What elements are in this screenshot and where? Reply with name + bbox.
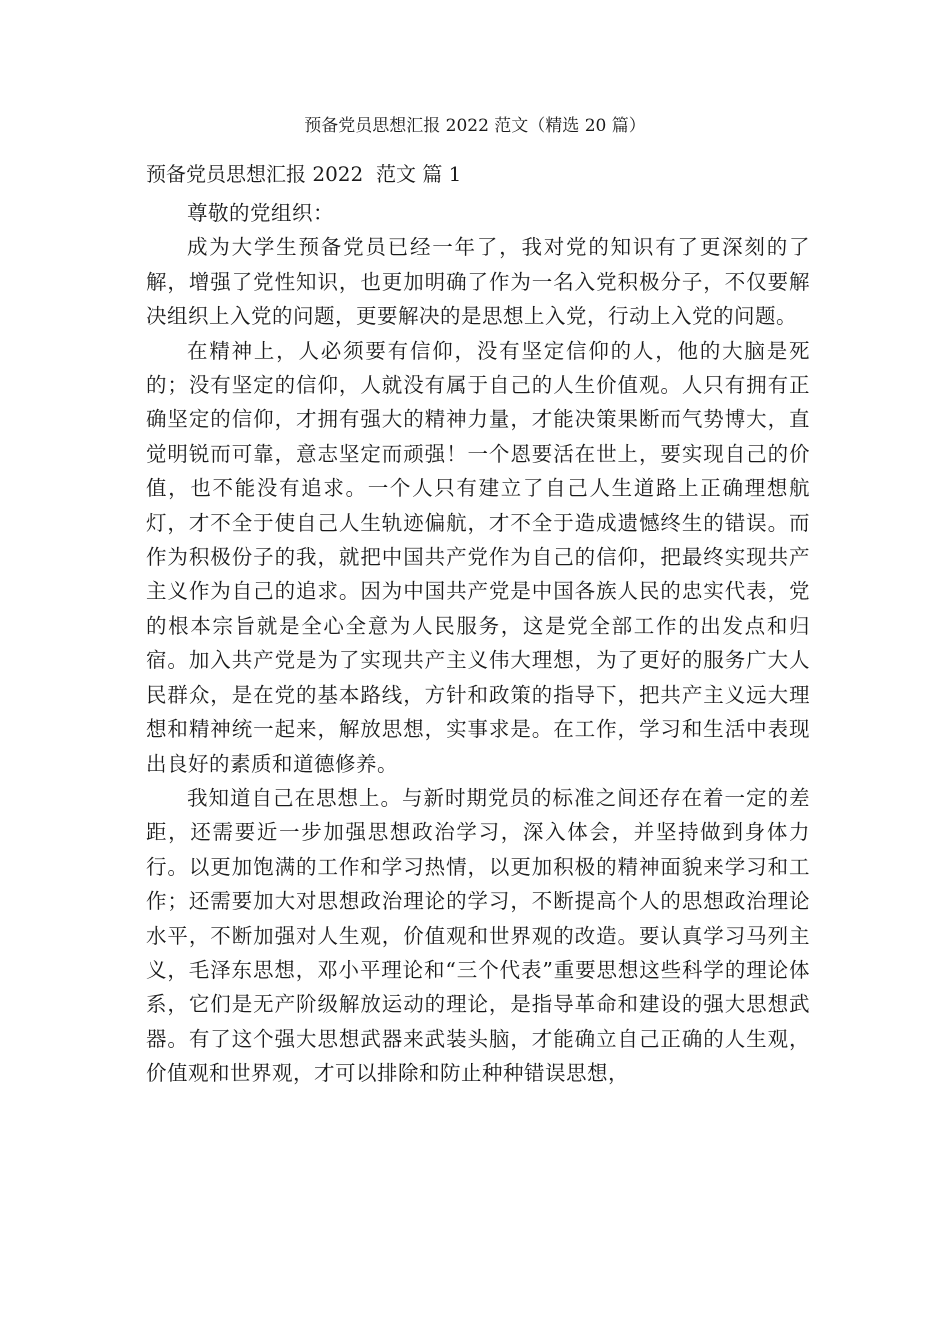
section-heading: 预备党员思想汇报 2022 范文 篇 1 [146,162,462,186]
paragraph: 我知道自己在思想上。与新时期党员的标准之间还存在着一定的差距，还需要近一步加强思想政治学习，深入体会，并坚持做到身体力行。以更加饱满的工作和学习热情，以更加积极的精神面貌来学习和工作；还需要加大对思想政治理论的学习，不断提高个人的思想政治理论水平，不断加强对人生观，价值观和世界观的改造。要认真学习马列主义，毛泽东思想，邓小平理论和“三个代表”重要思想这些科学的理论体系，它们是无产阶级解放运动的理论，是指导革命和建设的强大思想武器。有了这个强大思想武器来武装头脑，才能确立自己正确的人生观，价值观和世界观，才可以排除和防止种种错误思想， [146,785,810,1086]
paragraph: 成为大学生预备党员已经一年了，我对党的知识有了更深刻的了解，增强了党性知识，也更加明确了作为一名入党积极分子，不仅要解决组织上入党的问题，更要解决的是思想上入党，行动上入党的问题。 [146,235,810,329]
paragraph: 在精神上，人必须要有信仰，没有坚定信仰的人，他的大脑是死的；没有坚定的信仰，人就没有属于自己的人生价值观。人只有拥有正确坚定的信仰，才拥有强大的精神力量，才能决策果断而气势博大，直觉明锐而可靠，意志坚定而顽强！一个恩要活在世上，要实现自己的价值，也不能没有追求。一个人只有建立了自己人生道路上正确理想航灯，才不全于使自己人生轨迹偏航，才不全于造成遗憾终生的错误。而作为积极份子的我，就把中国共产党作为自己的信仰，把最终实现共产主义作为自己的追求。因为中国共产党是中国各族人民的忠实代表，党的根本宗旨就是全心全意为人民服务，这是党全部工作的出发点和归宿。加入共产党是为了实现共产主义伟大理想，为了更好的服务广大人民群众，是在党的基本路线，方针和政策的指导下，把共产主义远大理想和精神统一起来，解放思想，实事求是。在工作，学习和生活中表现出良好的素质和道德修养。 [146,338,810,776]
salutation: 尊敬的党组织： [187,201,334,225]
document-body [146,196,810,1091]
document-title: 预备党员思想汇报 2022 范文（精选 20 篇） [304,116,646,136]
